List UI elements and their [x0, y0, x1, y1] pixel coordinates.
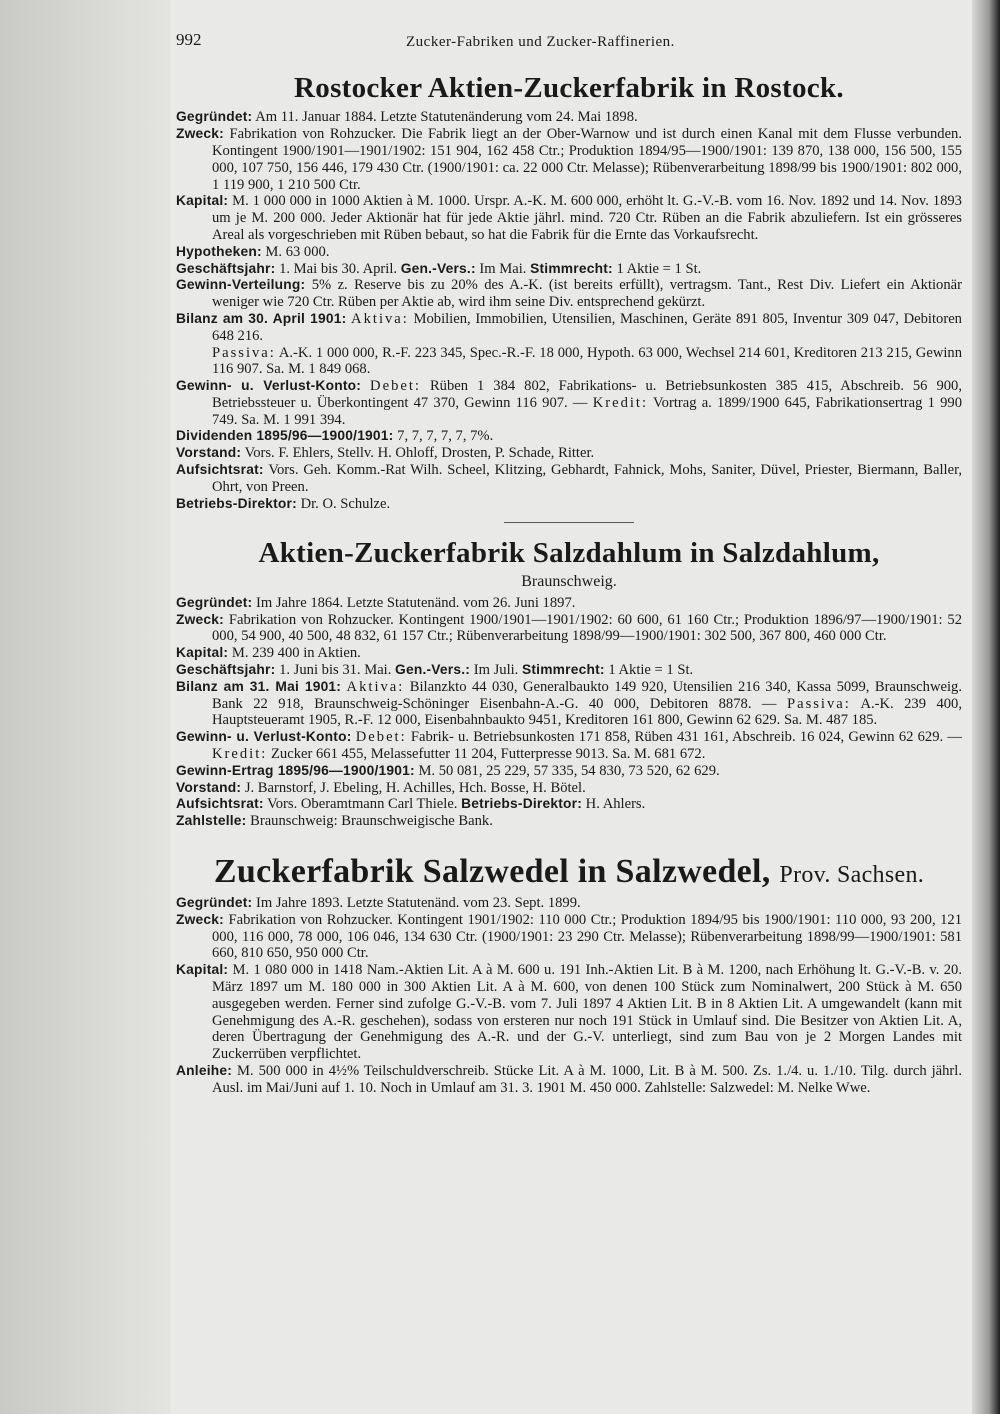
entry-dividenden: Dividenden 1895/96—1900/1901: 7, 7, 7, 7, 7, 7%.	[176, 428, 494, 445]
entry-zweck: Zweck: Fabrikation von Rohzucker. Kontingent 1900/1901—1901/1902: 60 600, 61 160 Ctr.; Produktion 1896/97—1900/1901: 52 000, 54 900, 40 500, 48 832, 61 157 Ctr.; Rübenverarbeitung 1898/99—1900/1901: 302 500, 367 800, 460 000 Ctr.	[176, 611, 962, 645]
section-rostock	[176, 109, 962, 512]
section-divider	[504, 522, 634, 523]
entry-zweck: Zweck: Fabrikation von Rohzucker. Kontingent 1901/1902: 110 000 Ctr.; Produktion 1894/95 bis 1900/1901: 110 000, 93 200, 121 000, 116 000, 78 000, 106 046, 134 630 Ctr. (1900/1901: 23 290 Ctr. Melasse); Rübenverarbeitung 1898/99—1900/1901: 581 660, 810 650, 950 000 Ctr.	[176, 911, 962, 962]
entry-gegruendet: Gegründet: Im Jahre 1864. Letzte Statutenänd. vom 26. Juni 1897.	[176, 594, 576, 611]
page-gutter-shadow	[0, 0, 170, 1414]
entry-betriebs-direktor: Betriebs-Direktor: Dr. O. Schulze.	[176, 495, 391, 512]
entry-bilanz: Bilanz am 30. April 1901: Aktiva: Mobilien, Immobilien, Utensilien, Maschinen, Geräte 891 805, Inventur 309 047, Debitoren 648 216.	[176, 310, 962, 344]
running-header	[176, 30, 962, 58]
running-title: Zucker-Fabriken und Zucker-Raffinerien.	[406, 34, 675, 50]
entry-aufsichtsrat: Aufsichtsrat: Vors. Geh. Komm.-Rat Wilh. Scheel, Klitzing, Gebhardt, Fahnick, Mohs, Saniter, Düvel, Priester, Biermann, Baller, Ohrt, von Preen.	[176, 462, 962, 495]
entry-kapital: Kapital: M. 1 080 000 in 1418 Nam.-Aktien Lit. A à M. 600 u. 191 Inh.-Aktien Lit. B à M. 1200, nach Erhöhung lt. G.-V.-B. v. 20. März 1897 um M. 180 000 in 300 Aktien Lit. A à M. 600, von denen 100 Stück zum Nominalwert, 200 Stück à M. 650 ausgegeben werden. Ferner sind zufolge G.-V.-B. vom 7. Juli 1897 4 Aktien Lit. B in 8 Aktien Lit. A umgewandelt (kann mit Genehmigung des A.-R. geschehen), sodass von ersteren nur noch 191 Stück in Umlauf sind. Die Besitzer von Aktien Lit. A, deren Übertragung der Genehmigung des A.-R. und der G.-V. unterliegt, sind zum Bau von je 2 Morgen Landes mit Zuckerrüben verpflichtet.	[176, 962, 962, 1063]
section-title-salzwedel: Zuckerfabrik Salzwedel in Salzwedel, Prov. Sachsen.	[213, 852, 925, 890]
entry-kapital: Kapital: M. 239 400 in Aktien.	[176, 645, 361, 662]
entry-gegruendet: Gegründet: Am 11. Januar 1884. Letzte Statutenänderung vom 24. Mai 1898.	[176, 109, 638, 126]
page-content	[176, 30, 962, 1097]
entry-gewinn-verlust: Gewinn- u. Verlust-Konto: Debet: Fabrik- u. Betriebsunkosten 171 858, Rüben 431 161, Abschreib. 16 024, Gewinn 62 629. — Kredit: Zucker 661 455, Melassefutter 11 204, Futterpresse 9013. Sa. M. 681 672.	[176, 729, 962, 762]
entry-gewinn-ertrag: Gewinn-Ertrag 1895/96—1900/1901: M. 50 081, 25 229, 57 335, 54 830, 73 520, 62 629.	[176, 762, 720, 779]
entry-vorstand: Vorstand: Vors. F. Ehlers, Stellv. H. Ohloff, Drosten, P. Schade, Ritter.	[176, 445, 595, 462]
entry-aufsichtsrat: Aufsichtsrat: Vors. Oberamtmann Carl Thiele. Betriebs-Direktor: H. Ahlers.	[176, 796, 646, 813]
entry-hypotheken: Hypotheken: M. 63 000.	[176, 243, 330, 260]
section-title-suffix: Prov. Sachsen.	[779, 861, 925, 888]
entry-anleihe: Anleihe: M. 500 000 in 4½% Teilschuldverschreib. Stücke Lit. A à M. 1000, Lit. B à M. 500. Zs. 1./4. u. 1./10. Tilg. durch jährl. Ausl. im Mai/Juni auf 1. 10. Noch in Umlauf am 31. 3. 1901 M. 450 000. Zahlstelle: Salzwedel: M. Nelke Wwe.	[176, 1063, 962, 1096]
entry-kapital: Kapital: M. 1 000 000 in 1000 Aktien à M. 1000. Urspr. A.-K. M. 600 000, erhöht lt. G.-V.-B. vom 16. Nov. 1892 und 14. Nov. 1893 um je M. 200 000. Jeder Aktionär hat für jede Aktie jährl. mind. 720 Ctr. Rüben an die Fabrik abzuliefern. Ist ein grösseres Areal als vorgeschrieben mit Rüben bebaut, so hat die Fabrik für die Ernte das Vorkaufsrecht.	[176, 193, 962, 243]
entry-bilanz-passiva: Passiva: A.-K. 1 000 000, R.-F. 223 345, Spec.-R.-F. 18 000, Hypoth. 63 000, Wechsel 214 601, Kreditoren 213 215, Gewinn 116 907. Sa. M. 1 849 068.	[212, 344, 963, 378]
entry-zahlstelle: Zahlstelle: Braunschweig: Braunschweigische Bank.	[176, 813, 493, 830]
section-subtitle-salzdahlum: Braunschweig.	[521, 572, 617, 590]
section-salzwedel	[176, 895, 962, 1097]
entry-geschaeftsjahr: Geschäftsjahr: 1. Mai bis 30. April. Gen.-Vers.: Im Mai. Stimmrecht: 1 Aktie = 1 St.	[176, 260, 702, 277]
entry-geschaeftsjahr: Geschäftsjahr: 1. Juni bis 31. Mai. Gen.-Vers.: Im Juli. Stimmrecht: 1 Aktie = 1 St.	[176, 662, 694, 678]
entry-bilanz: Bilanz am 31. Mai 1901: Aktiva: Bilanzkto 44 030, Generalbaukto 149 920, Utensilien 216 340, Kassa 5099, Braunschweig. Bank 22 918, Braunschweig-Schöninger Eisenbahn-A.-G. 40 000, Debitoren 8878. — Passiva: A.-K. 239 400, Hauptsteueramt 1905, R.-F. 12 000, Eisenbahnbaukto 9451, Kreditoren 161 800, Gewinn 62 629. Sa. M. 487 185.	[176, 678, 962, 729]
entry-zweck: Zweck: Fabrikation von Rohzucker. Die Fabrik liegt an der Ober-Warnow und ist durch einen Kanal mit dem Flusse verbunden. Kontingent 1900/1901—1901/1902: 151 904, 162 458 Ctr.; Produktion 1894/95—1900/1901: 139 870, 138 000, 156 500, 155 000, 107 750, 156 446, 179 430 Ctr. (1900/1901: ca. 22 000 Ctr. Melasse); Rübenverarbeitung 1898/99 bis 1900/1901: 802 000, 1 119 900, 1 210 500 Ctr.	[176, 126, 962, 193]
entry-gewinn-verteilung: Gewinn-Verteilung: 5% z. Reserve bis zu 20% des A.-K. (ist bereits erfüllt), vertragsm. Tant., Rest Div. Liefert ein Aktionär weniger wie 720 Ctr. Rüben per Aktie ab, wird ihm seine Div. entsprechend gekürzt.	[176, 277, 962, 311]
section-salzdahlum	[176, 595, 962, 830]
section-title-rostock: Rostocker Aktien-Zuckerfabrik in Rostock.	[294, 72, 844, 104]
entry-gegruendet: Gegründet: Im Jahre 1893. Letzte Statutenänd. vom 23. Sept. 1899.	[176, 895, 581, 912]
entry-gewinn-verlust: Gewinn- u. Verlust-Konto: Debet: Rüben 1 384 802, Fabrikations- u. Betriebsunkosten 385 415, Abschreib. 56 900, Betriebssteuer u. Überkontingent 47 370, Gewinn 116 907. — Kredit: Vortrag a. 1899/1900 645, Fabrikationsertrag 1 990 749. Sa. M. 1 991 394.	[176, 378, 963, 428]
entry-vorstand: Vorstand: J. Barnstorf, J. Ebeling, H. Achilles, Hch. Bosse, H. Bötel.	[176, 779, 586, 796]
section-title-salzdahlum: Aktien-Zuckerfabrik Salzdahlum in Salzdahlum,	[258, 537, 880, 570]
page-edge	[972, 0, 1000, 1414]
page-number: 992	[176, 30, 202, 49]
